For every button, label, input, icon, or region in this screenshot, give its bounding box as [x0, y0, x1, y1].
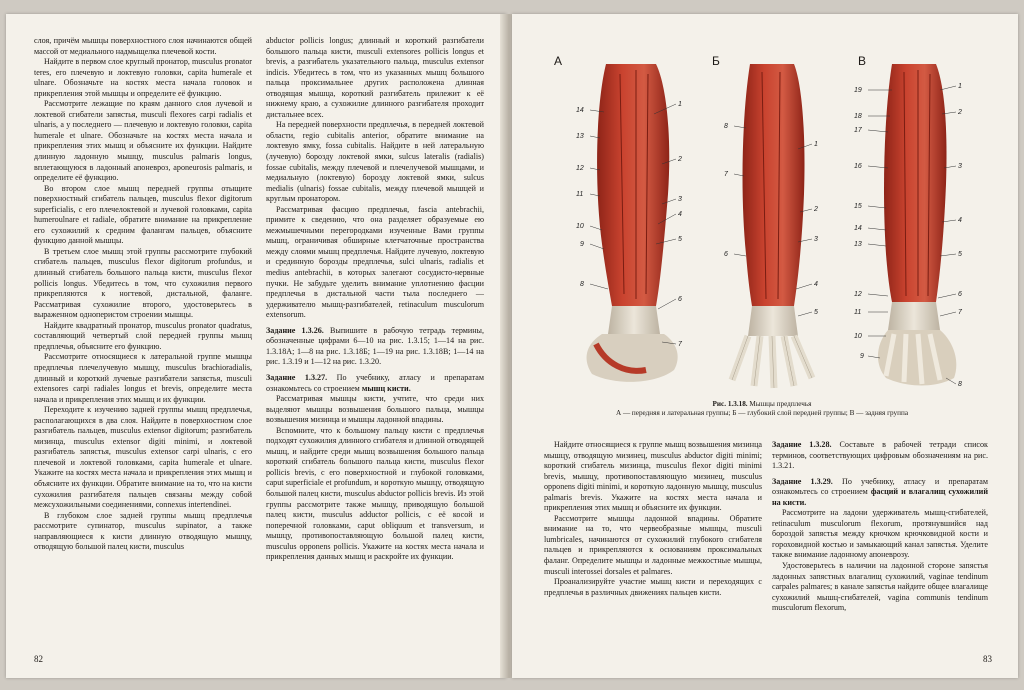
- right-column-1: [544, 440, 762, 655]
- paragraph: Удостоверьтесь в наличии на ладонной стороне запястья ладонных запястных влагалищ сухожилий, vaginae tendinum carpales palmares; в канале запястья найдите общее влагалище сухожилий мышц-сгибателей, vagina communis tendinum musculorum flexorum,: [772, 561, 988, 613]
- label-a-2: 2: [678, 156, 682, 163]
- label-a-13: 13: [576, 133, 584, 140]
- task-1329: [772, 477, 988, 509]
- left-page: [6, 14, 506, 678]
- forearm-illustration: [536, 44, 994, 392]
- right-page: [512, 14, 1018, 678]
- label-a-14: 14: [576, 107, 584, 114]
- task-bold: мышц кисти.: [361, 383, 411, 393]
- task-text: Выпишите в рабочую тетрадь термины, обозначенные цифрами 6—10 на рис. 1.3.15; 1—14 на рис. 1.3.18А; 1—8 на рис. 1.3.18Б; 1—19 на рис. 1.3.18В; 1—14 на рис. 1.3.19 и 1—12 на рис. 1.3.20.: [266, 325, 484, 367]
- left-column-1: [34, 36, 252, 648]
- panel-letter-c: В: [858, 54, 867, 68]
- paragraph: В третьем слое мышц этой группы рассмотрите глубокий сгибатель пальцев, musculus flexor digitorum profundus, и длинный сгибатель большого пальца кисти, musculus flexor pollicis longus. Убедитесь в том, что сухожилия первого прикрепляются к ногтевой, дистальной, фаланге. Рассматривая сухожилие второго, удостоверьтесь в выраженном одноперистом строении мышцы.: [34, 246, 252, 320]
- label-c-12: 12: [854, 291, 862, 298]
- label-c-14: 14: [854, 225, 862, 232]
- label-b-3: 3: [814, 236, 818, 243]
- page-number-right: 83: [983, 654, 992, 664]
- task-1328: [772, 440, 988, 472]
- paragraph: Проанализируйте участие мышц кисти и переходящих с предплечья в различных движениях пальцев кисти.: [544, 577, 762, 597]
- label-b-5: 5: [814, 309, 818, 316]
- label-a-5: 5: [678, 236, 682, 243]
- label-c-8: 8: [958, 381, 962, 388]
- task-label: Задание 1.3.27.: [266, 372, 328, 382]
- paragraph: Переходите к изучению задней группы мышц предплечья, располагающихся в два слоя. Найдите в поверхностном слое разгибатель пальцев, musculus extensor digitorum; разгибатель мизинца, musculus extensor digiti minimi, и локтевой разгибатель запястья, musculus extensor carpi ulnaris, с его плечевой и локтевой головками, capita humerale et ulnare. Укажите на костях места начала и прикрепления этих мышц и объясните их функции. Обратите внимание на то, что на кисти сухожилия разгибателя пальцев связаны между собой межсухожильными соединениями, connexus intertendinei.: [34, 405, 252, 510]
- label-b-6: 6: [724, 251, 728, 258]
- label-a-4: 4: [678, 211, 682, 218]
- figure-caption: [552, 400, 972, 418]
- label-c-3: 3: [958, 163, 962, 170]
- label-c-2: 2: [958, 109, 962, 116]
- paragraph: Во втором слое мышц передней группы отыщите поверхностный сгибатель пальцев, musculus flexor digitorum superficialis, с его плечелоктевой и лучевой головками, capita humeroulnare et radiale, обратите внимание на прикрепление его сухожилий к средним фалангам пальцев, объясните функцию данной мышцы.: [34, 183, 252, 246]
- caption-title: Рис. 1.3.18.: [712, 400, 748, 408]
- label-c-5: 5: [958, 251, 962, 258]
- task-label: Задание 1.3.29.: [772, 476, 833, 486]
- label-c-6: 6: [958, 291, 962, 298]
- label-a-11: 11: [576, 191, 584, 198]
- paragraph: Рассматривая мышцы кисти, учтите, что среди них выделяют мышцы возвышения большого пальца, мышцы возвышения мизинца и мышцы ладонной впадины.: [266, 394, 484, 425]
- paragraph: Рассмотрите на ладони удерживатель мышц-сгибателей, retinaculum musculorum flexorum, протянувшийся над бороздой запястья между крючком крючковидной кости и гороховидной костью и замыкающий канал запястья. Уделите также внимание ладонному апоневрозу.: [772, 508, 988, 560]
- page-number-left: 82: [34, 654, 43, 664]
- panel-letter-b: Б: [712, 54, 720, 68]
- label-c-13: 13: [854, 241, 862, 248]
- label-c-15: 15: [854, 203, 862, 210]
- task-label: Задание 1.3.26.: [266, 325, 324, 335]
- task-text: Составьте в рабочей тетради список терминов, соответствующих цифровым обозначениям на рис. 1.3.21.: [772, 440, 988, 471]
- paragraph: Рассмотрите мышцы ладонной впадины. Обратите внимание на то, что червеобразные мышцы, musculi lumbricales, начинаются от сухожилий глубокого сгибателя пальцев и прикрепляются к основаниям проксимальных фаланг. Определите мышцы и ладонные межкостные мышцы, musculi interossei dorsales et palmares.: [544, 513, 762, 576]
- caption-text: А — передняя и латеральная группы; Б — глубокий слой передней группы; В — задняя группа: [615, 409, 909, 417]
- forearm-muscles-figure: [536, 44, 994, 392]
- label-c-17: 17: [854, 127, 862, 134]
- right-column-2: [772, 440, 988, 655]
- label-c-7: 7: [958, 309, 962, 316]
- paragraph: abductor pollicis longus; длинный и короткий разгибатели большого пальца кисти, musculi extensores pollicis longus et brevis, а разгибатель указательного пальца, musculus extensor indicis. Убедитесь в том, что из указанных мышц большого пальца проксимальнее других расположена длинная отводящая мышца, короткий разгибатель прилежит к её нижнему краю, а сухожилие длинного разгибателя проходит дистальнее всех.: [266, 36, 484, 119]
- paragraph: Вспомните, что к большому пальцу кисти с предплечья подходят сухожилия длинного сгибателя и длинной отводящей мышц, и найдите среди мышц возвышения большого пальца короткий сгибатель большого пальца кисти, musculus flexor pollicis brevis, с его поверхностной и глубокой головками, caput superficiale et profundum, и короткую мышцу, отводящую большой палец кисти, musculus abductor pollicis brevis. Из этой группы рассмотрите также мышцу, приводящую большой палец кисти, musculus adductor pollicis, с её косой и поперечной головками, caput obliquum et transversum, и мышцу, противопоставляющую большой палец кисти, musculus opponens pollicis. Укажите на костях места начала и прикрепления данных мышц и раскройте их функции.: [266, 425, 484, 562]
- task-bold: фасций и влагалищ сухожилий на кисти.: [772, 487, 988, 507]
- label-c-4: 4: [958, 217, 962, 224]
- task-1327: [266, 373, 484, 394]
- paragraph: Рассмотрите лежащие по краям данного слоя лучевой и локтевой сгибатели запястья, musculi flexores carpi radialis et ulnaris, а у последнего — плечевую и локтевую головки, capita humerale et ulnare. Обозначьте на костях места начала и прикрепления этих мышц и объясните их функции. Найдите длинную ладонную мышцу, musculus palmaris longus, вплетающуюся в ладонный апоневроз, aponeurosis palmaris, и определите её функцию.: [34, 99, 252, 183]
- panel-c-forearm: [878, 64, 956, 386]
- panel-b-forearm: [732, 64, 812, 388]
- label-a-6: 6: [678, 296, 682, 303]
- label-c-18: 18: [854, 113, 862, 120]
- label-c-1: 1: [958, 83, 962, 90]
- label-a-1: 1: [678, 101, 682, 108]
- label-c-9: 9: [860, 353, 864, 360]
- paragraph: В глубоком слое задней группы мышц предплечья рассмотрите супинатор, musculus supinator, а также направляющиеся к кисти длинную отводящую мышцу, отводящую большой палец кисти, musculus: [34, 510, 252, 552]
- caption-name: Мышцы предплечья: [749, 400, 812, 408]
- label-b-4: 4: [814, 281, 818, 288]
- label-a-10: 10: [576, 223, 584, 230]
- label-c-10: 10: [854, 333, 862, 340]
- label-b-8: 8: [724, 123, 728, 130]
- panel-letter-a: А: [554, 54, 563, 68]
- label-a-7: 7: [678, 341, 682, 348]
- label-b-2: 2: [814, 206, 818, 213]
- paragraph: Найдите относящиеся к группе мышц возвышения мизинца мышцу, отводящую мизинец, musculus abductor digiti minimi; короткий сгибатель мизинца, musculus flexor digiti minimi brevis, мышцу, противопоставляющую мизинец, musculus opponens digiti minimi, и короткую ладонную мышцу, musculus palmaris brevis. Укажите на костях места начала и прикрепления этих мышц и объясните их функции.: [544, 440, 762, 513]
- label-b-7: 7: [724, 171, 728, 178]
- paragraph: На передней поверхности предплечья, в передней локтевой области, regio cubitalis anterior, обратите внимание на локтевую ямку, fossa cubitalis. Найдите в ней латеральную (лучевую) борозду локтевой ямки, sulcus lateralis (radialis) fossae cubitalis, между плечевой и плечелучевой мышцами, и медиальную (локтевую) борозду локтевой ямки, sulcus medialis (ulnaris) fossae cubitalis, между плечевой мышцей и круглым пронатором.: [266, 120, 484, 204]
- paragraph: Найдите квадратный пронатор, musculus pronator quadratus, составляющий четвертый слой передней группы мышц предплечья, объясните его функцию.: [34, 320, 252, 351]
- label-a-12: 12: [576, 165, 584, 172]
- label-a-9: 9: [580, 241, 584, 248]
- label-a-8: 8: [580, 281, 584, 288]
- task-label: Задание 1.3.28.: [772, 440, 832, 449]
- paragraph: слоя, причём мышцы поверхностного слоя начинаются общей массой от медиального надмыщелка плечевой кости.: [34, 36, 252, 56]
- paragraph: Рассматривая фасцию предплечья, fascia antebrachii, примите к сведению, что она разделяет образуемые ею межмышечными перегородками изученные Вами группы мышц, ограничивая обширные клетчаточные пространства между слоями мышц предплечья. Найдите лучевую, локтевую и срединную борозды предплечья, sulci ulnaris, radialis et medius antebrachii, в которых залегают сосудисто-нервные пучки. Не забудьте уделить внимание уплотнению фасции предплечья в дистальной части тыла последнего — удерживателю мышц-разгибателей, retinaculum musculorum extensorum.: [266, 204, 484, 320]
- label-b-1: 1: [814, 141, 818, 148]
- task-text: По учебнику, атласу и препаратам ознакомьтесь со строением: [266, 372, 484, 393]
- paragraph: Рассмотрите относящиеся к латеральной группе мышцы предплечья плечелучевую мышцу, musculus brachioradialis, длинный и короткий лучевые разгибатели запястья, musculi extensores carpi radiales longus et brevis, определите места начала и прикрепления этих мышц и их функции.: [34, 352, 252, 404]
- label-a-3: 3: [678, 196, 682, 203]
- label-c-19: 19: [854, 87, 862, 94]
- task-text: По учебнику, атласу и препаратам ознакомьтесь со строением: [772, 476, 988, 497]
- task-1326: [266, 326, 484, 368]
- label-c-16: 16: [854, 163, 862, 170]
- paragraph: Найдите в первом слое круглый пронатор, musculus pronator teres, его плечевую и локтевую головки, capita humerale et ulnare. Обозначьте на костях места начала головок и прикрепления этой мышцы и определите её функцию.: [34, 57, 252, 98]
- label-c-11: 11: [854, 309, 862, 316]
- left-column-2: [266, 36, 484, 648]
